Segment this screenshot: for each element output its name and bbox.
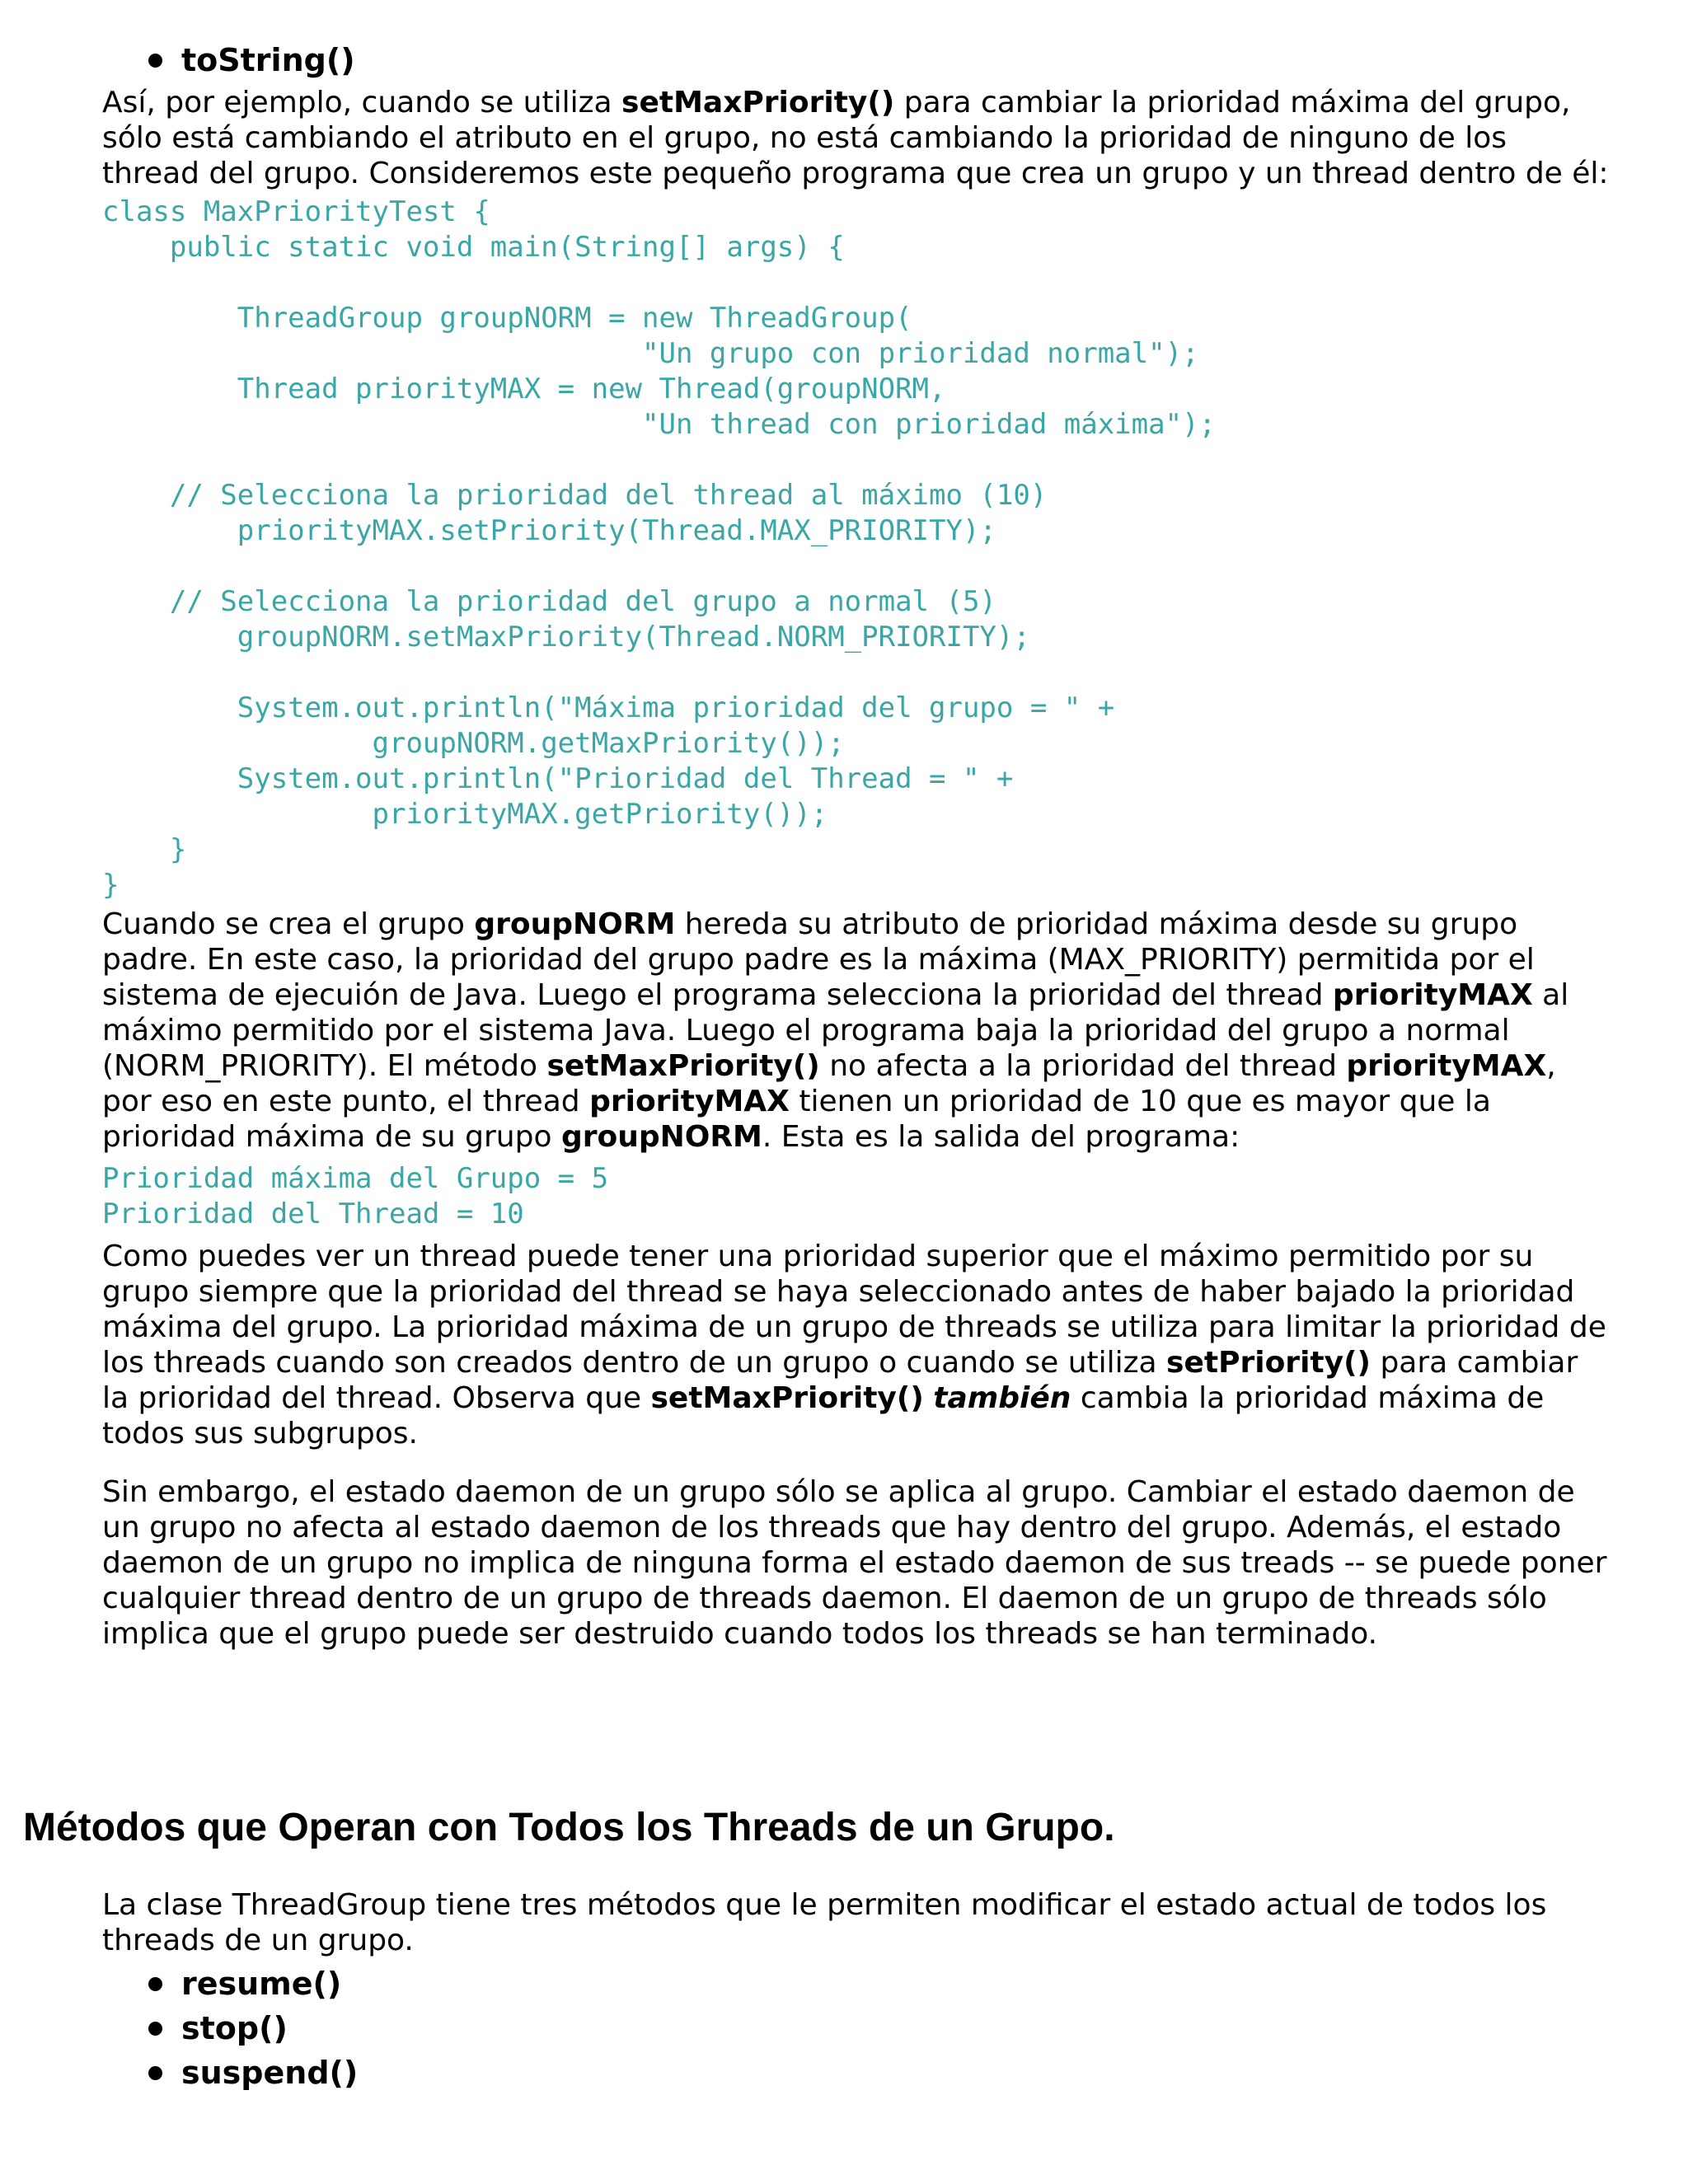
list-item (181, 38, 1611, 82)
main-content (102, 38, 1611, 1652)
bold-run: priorityMAX (1332, 978, 1533, 1012)
text-run: , por eso en este punto, el thread (102, 1049, 1556, 1118)
bold-run: setMaxPriority() (546, 1049, 820, 1083)
bold-run: groupNORM (474, 907, 676, 941)
bullet-icon (148, 2022, 162, 2036)
list-item-label: resume() (181, 1966, 342, 2002)
list-item-label: suspend() (181, 2055, 359, 2091)
list-item (181, 2006, 1611, 2050)
text-run: hereda su atributo de prioridad máxima desde su grupo padre. En este caso, la prioridad del grupo padre es la máxima (MAX_PRIORITY) permitida por el sistema de ejecuión de Java. Luego el programa selecciona la prioridad del thread (102, 907, 1535, 1012)
paragraph-groupnorm-explanation (102, 907, 1611, 1155)
bold-run: setPriority() (1166, 1346, 1371, 1380)
bold-italic-run: también (933, 1381, 1071, 1415)
text-run (924, 1381, 933, 1415)
text-run: para cambiar la prioridad máxima del grupo, sólo está cambiando el atributo en el grupo, no está cambiando la prioridad de ninguno de los thread del grupo. Consideremos este pequeño programa que crea un grupo y un thread dentro de él: (102, 86, 1609, 190)
bold-run: setMaxPriority() (621, 86, 895, 120)
text-run: Como puedes ver un thread puede tener una prioridad superior que el máximo permitido por su grupo siempre que la prioridad del thread se haya seleccionado antes de haber bajado la prioridad máxima del grupo. La prioridad máxima de un grupo de threads se utiliza para limitar la prioridad de los threads cuando son creados dentro de un grupo o cuando se utiliza (102, 1240, 1606, 1380)
section-methods-content (102, 1887, 1611, 2095)
code-block-max-priority-test: class MaxPriorityTest { public static void main(String[] args) { ThreadGroup groupNORM = new ThreadGroup( "Un grupo con prioridad normal"); Thread priorityMAX = new Thread(groupNORM, "Un thread con prioridad máxima"); // Selecciona la prioridad del thread al máximo (10) priorityMAX.setPriority(Thread.MAX_PRIORITY); // Selecciona la prioridad del grupo a normal (5) groupNORM.setMaxPriority(Thread.NORM_PRIORITY); System.out.println("Máxima prioridad del grupo = " + groupNORM.getMaxPriority()); System.out.println("Prioridad del Thread = " + priorityMAX.getPriority()); } } (102, 195, 1217, 902)
list-item (181, 2050, 1611, 2095)
paragraph-set-max-priority-intro (102, 85, 1611, 191)
bold-run: priorityMAX (1346, 1049, 1547, 1083)
top-method-list (102, 38, 1611, 82)
bold-run: groupNORM (560, 1120, 762, 1154)
bullet-icon (148, 54, 162, 68)
bold-run: priorityMAX (589, 1085, 790, 1118)
paragraph-priority-limits (102, 1239, 1611, 1451)
list-item-label: stop() (181, 2010, 288, 2046)
paragraph-daemon-state: Sin embargo, el estado daemon de un grupo sólo se aplica al grupo. Cambiar el estado daemon de un grupo no afecta al estado daemon de los threads que hay dentro del grupo. Además, el estado daemon de un grupo no implica de ninguna forma el estado daemon de sus treads -- se puede poner cualquier thread dentro de un grupo de threads daemon. El daemon de un grupo de threads sólo implica que el grupo puede ser destruido cuando todos los threads se han terminado. (102, 1475, 1607, 1651)
text-run: Así, por ejemplo, cuando se utiliza (102, 86, 622, 120)
list-item (181, 1961, 1611, 2006)
paragraph-threadgroup-methods: La clase ThreadGroup tiene tres métodos que le permiten modificar el estado actual de todos los threads de un grupo. (102, 1888, 1547, 1957)
text-run: . Esta es la salida del programa: (762, 1120, 1240, 1154)
text-run: Cuando se crea el grupo (102, 907, 475, 941)
text-run: no afecta a la prioridad del thread (819, 1049, 1347, 1083)
bold-run: setMaxPriority() (650, 1381, 924, 1415)
methods-list (102, 1961, 1611, 2095)
text-run: cambia la prioridad máxima de todos sus subgrupos. (102, 1381, 1545, 1451)
section-heading: Métodos que Operan con Todos los Threads de un Grupo. (23, 1806, 1115, 1849)
list-item-label: toString() (181, 42, 355, 78)
text-run: tienen un prioridad de 10 que es mayor que la prioridad máxima de su grupo (102, 1085, 1491, 1154)
bullet-icon (148, 1977, 162, 1991)
text-run: al máximo permitido por el sistema Java. Luego el programa baja la prioridad del grupo a normal (NORM_PRIORITY). El método (102, 978, 1569, 1083)
bullet-icon (148, 2066, 162, 2080)
text-run: para cambiar la prioridad del thread. Observa que (102, 1346, 1578, 1415)
code-block-program-output: Prioridad máxima del Grupo = 5 Prioridad del Thread = 10 (102, 1162, 609, 1230)
